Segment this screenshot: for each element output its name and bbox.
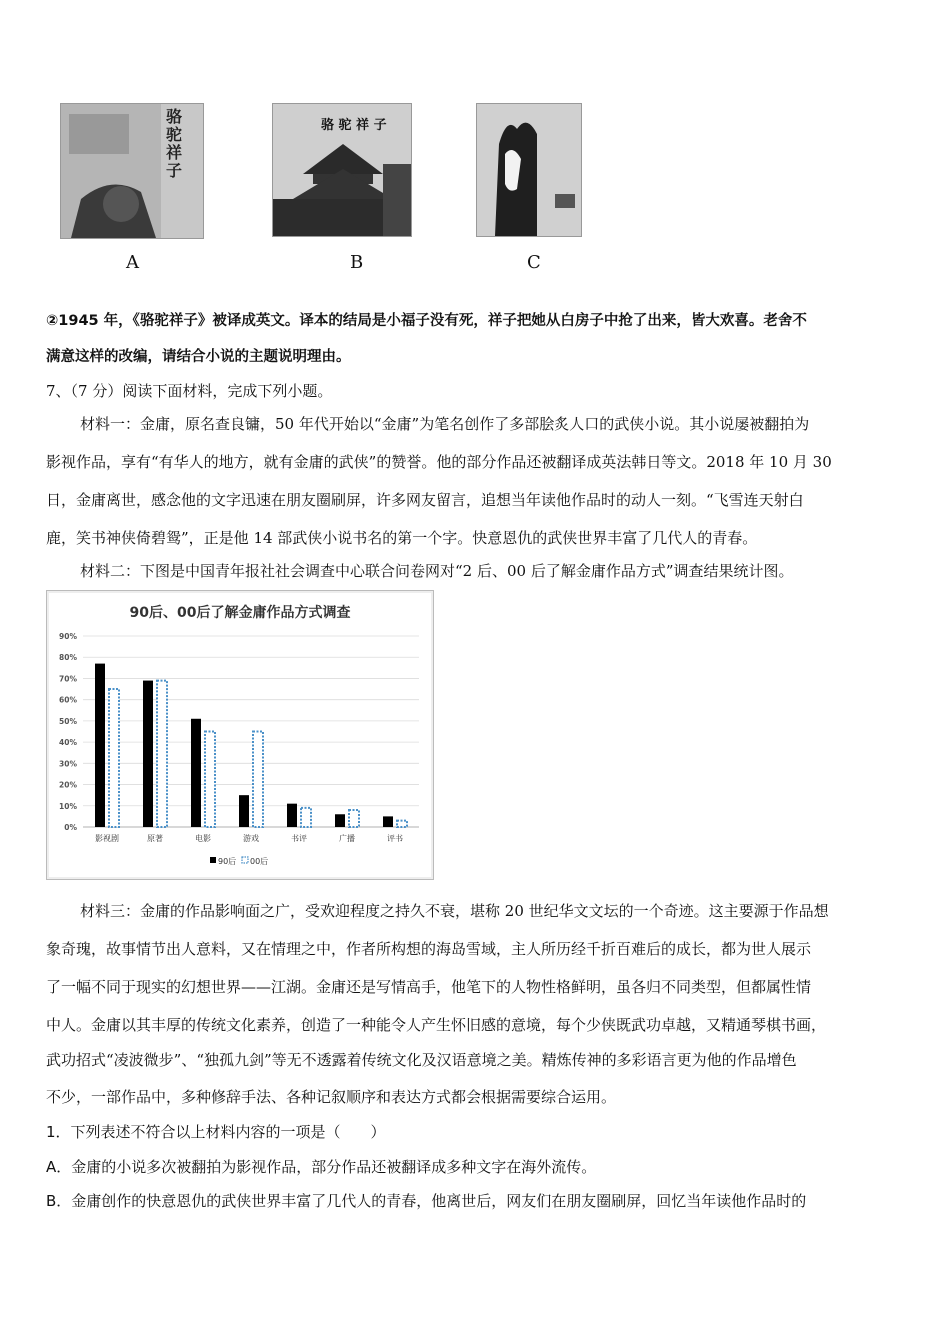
y-tick-label: 80% [59,653,77,663]
x-category-label: 书评 [291,834,307,843]
survey-chart-svg [47,591,433,879]
bar-00s-6 [397,821,407,827]
bar-90s-1 [143,681,153,827]
x-category-label: 游戏 [243,834,259,843]
y-tick-label: 30% [59,759,77,769]
x-category-label: 电影 [195,834,211,843]
question2-line1: ②1945 年，《骆驼祥子》被译成英文。译本的结局是小福子没有死，祥子把她从白房子中抢了出来，皆大欢喜。老舍不 [46,313,807,329]
material2-line: 材料二：下图是中国青年报社社会调查中心联合问卷网对“2 后、00 后了解金庸作品方式”调查结果统计图。 [80,562,794,580]
legend-swatch-90s [210,857,216,863]
cover-image-c [476,103,582,237]
cover-image-b [272,103,412,237]
material3-line3: 了一幅不同于现实的幻想世界——江湖。金庸还是写情高手，他笔下的人物性格鲜明，虽各归不同类型，但都属性情 [46,978,812,996]
sub-question-stem: 1．下列表述不符合以上材料内容的一项是（ ） [46,1123,386,1141]
y-tick-label: 40% [59,738,77,748]
cover-c-art [477,104,581,236]
bar-90s-6 [383,816,393,827]
material3-line4: 中人。金庸以其丰厚的传统文化素养，创造了一种能令人产生怀旧感的意境，每个少侠既武功卓越，又精通琴棋书画， [46,1016,827,1034]
material3-line1: 材料三：金庸的作品影响面之广，受欢迎程度之持久不衰，堪称 20 世纪华文文坛的一个奇迹。这主要源于作品想 [80,902,829,920]
y-tick-label: 20% [59,780,77,790]
y-tick-label: 60% [59,695,77,705]
material1-line3: 日，金庸离世，感念他的文字迅速在朋友圈刷屏，许多网友留言，追想当年读他作品时的动人一刻。“飞雪连天射白 [46,491,804,509]
y-tick-label: 90% [59,632,77,641]
cover-label-b: B [350,252,364,273]
bar-00s-0 [109,689,119,827]
chart-legend [210,856,268,866]
y-tick-label: 70% [59,674,77,684]
bar-00s-4 [301,808,311,827]
material3-line5: 武功招式“凌波微步”、“独孤九剑”等无不透露着传统文化及汉语意境之美。精炼传神的多彩语言更为他的作品增色 [46,1051,797,1069]
bar-90s-4 [287,804,297,827]
question2-line2: 满意这样的改编，请结合小说的主题说明理由。 [46,349,351,365]
bar-00s-5 [349,810,359,827]
bar-90s-5 [335,814,345,827]
material3-line2: 象奇瑰，故事情节出人意料，又在情理之中，作者所构想的海岛雪域，主人所历经千折百难后的成长，都为世人展示 [46,940,812,958]
x-category-label: 原著 [147,834,163,843]
book-covers [0,95,950,285]
cover-label-c: C [527,252,541,273]
x-category-label: 评书 [387,834,403,843]
material3-line6: 不少，一部作品中，多种修辞手法、各种记叙顺序和表达方式都会根据需要综合运用。 [46,1088,617,1106]
survey-chart [46,590,434,880]
option-b: B．金庸创作的快意恩仇的武侠世界丰富了几代人的青春，他离世后，网友们在朋友圈刷屏，回忆当年读他作品时的 [46,1192,807,1210]
cover-b-title: 骆 驼 祥 子 [321,118,387,133]
bar-90s-0 [95,664,105,827]
bar-90s-3 [239,795,249,827]
q7-heading: 7、（7 分）阅读下面材料，完成下列小题。 [46,382,333,400]
material1-line1: 材料一：金庸，原名查良镛，50 年代开始以“金庸”为笔名创作了多部脍炙人口的武侠小说。其小说屡被翻拍为 [80,415,810,433]
legend-label-90s: 90后 [218,857,237,866]
material1-line4: 鹿，笑书神侠倚碧鸳”，正是他 14 部武侠小说书名的第一个字。快意恩仇的武侠世界丰富了几代人的青春。 [46,529,758,547]
bar-00s-1 [157,681,167,827]
option-a: A．金庸的小说多次被翻拍为影视作品，部分作品还被翻译成多种文字在海外流传。 [46,1158,597,1176]
cover-label-a: A [126,252,139,273]
cover-image-a [60,103,204,239]
legend-label-00s: 00后 [250,857,269,866]
legend-swatch-00s [242,857,248,863]
bar-90s-2 [191,719,201,827]
material1-line2: 影视作品，享有“有华人的地方，就有金庸的武侠”的赞誉。他的部分作品还被翻译成英法韩日等文。2018 年 10 月 30 [46,453,832,471]
y-tick-label: 50% [59,716,77,726]
y-tick-label: 0% [64,823,77,832]
x-category-label: 影视剧 [95,834,119,843]
bar-00s-2 [205,732,215,828]
y-tick-label: 10% [59,801,77,811]
bar-00s-3 [253,732,263,828]
chart-title: 90后、00后了解金庸作品方式调查 [129,605,351,621]
x-category-label: 广播 [339,834,355,843]
cover-a-title: 骆驼祥子 [166,107,183,180]
